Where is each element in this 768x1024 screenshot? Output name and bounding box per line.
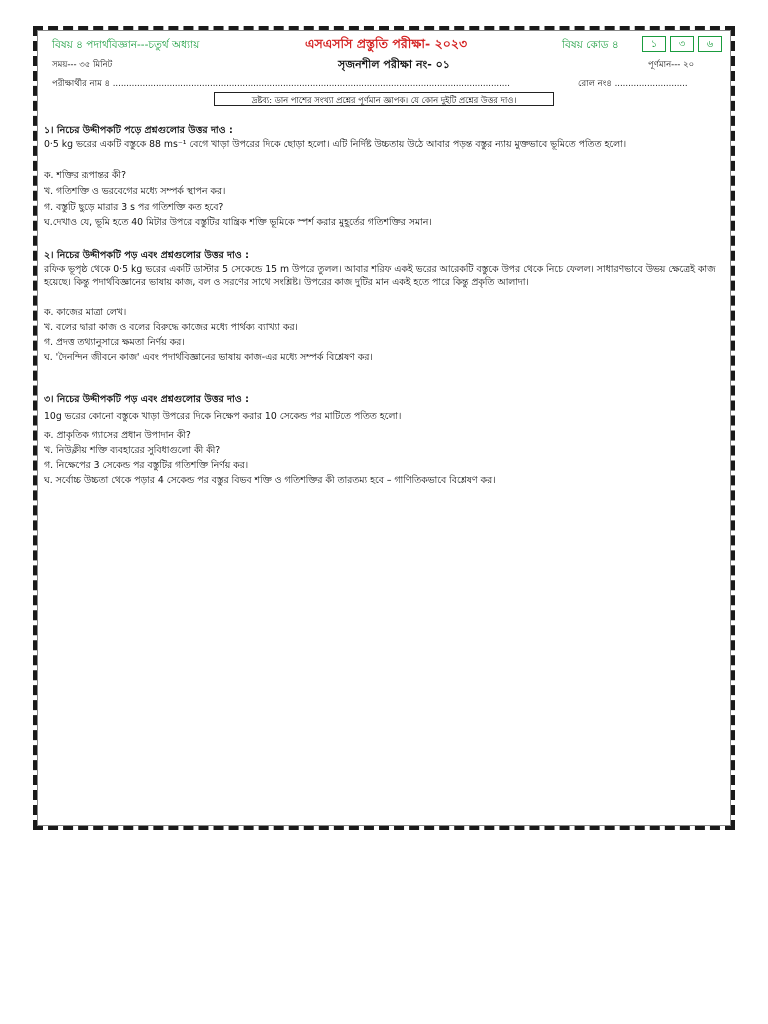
question-1-stem: 0·5 kg ভরের একটি বস্তুকে 88 ms⁻¹ বেগে খাড়া উপরের দিকে ছোড়া হলো। এটি নির্দিষ্ট উচ্চতায় উঠে আবার পড়ন্ত বস্তুর ন্যায় মুক্তভাবে ভূমিতে পতিত হলো।	[44, 139, 627, 150]
instruction-note: দ্রষ্টব্য: ডান পাশের সংখ্যা প্রশ্নের পূর্ণমান জ্ঞাপক। যে কোন দুইটি প্রশ্নের উত্তর দাও।	[214, 92, 554, 106]
question-2-part-kha: খ. বলের দ্বারা কাজ ও বলের বিরুদ্ধে কাজের মধ্যে পার্থক্য ব্যাখ্যা কর।	[44, 322, 298, 333]
question-3-heading: ৩। নিচের উদ্দীপকটি পড় এবং প্রশ্নগুলোর উত্তর দাও :	[44, 394, 249, 405]
question-2-part-ka: ক. কাজের মাত্রা লেখ।	[44, 307, 127, 318]
question-3-part-ka: ক. প্রাকৃতিক গ্যাসের প্রধান উপাদান কী?	[44, 430, 191, 441]
question-1-part-gha: ঘ.দেখাও যে, ভূমি হতে 40 মিটার উপরে বস্তুটির যান্ত্রিক শক্তি ভূমিকে স্পর্শ করার মুহূর্তের গতিশক্তির সমান।	[44, 217, 432, 228]
question-2-heading: ২। নিচের উদ্দীপকটি পড় এবং প্রশ্নগুলোর উত্তর দাও :	[44, 250, 249, 261]
question-2-part-gha: ঘ. 'দৈনন্দিন জীবনে কাজ' এবং পদার্থবিজ্ঞানের ভাষায় কাজ-এর মধ্যে সম্পর্ক বিশ্লেষণ কর।	[44, 352, 373, 363]
exam-time: সময়--- ৩৫ মিনিট	[52, 60, 113, 70]
subject-code-digit-3: ৬	[698, 36, 722, 52]
question-1-heading: ১। নিচের উদ্দীপকটি পড়ে প্রশ্নগুলোর উত্তর দাও :	[44, 125, 233, 136]
question-2-part-ga: গ. প্রদত্ত তথ্যানুসারে ক্ষমতা নির্ণয় কর।	[44, 337, 185, 348]
question-3-part-ga: গ. নিক্ষেপের 3 সেকেন্ড পর বস্তুটির গতিশক্তি নির্ণয় কর।	[44, 460, 249, 471]
question-1-part-kha: খ. গতিশক্তি ও ভরবেগের মধ্যে সম্পর্ক স্থাপন কর।	[44, 186, 226, 197]
subject-label: বিষয় ৪ পদার্থবিজ্ঞান---চতুর্থ অধ্যায়	[52, 39, 200, 51]
roll-number-field: রোল নং৪ ...........................	[578, 79, 688, 89]
subject-code-label: বিষয় কোড ৪	[562, 39, 619, 51]
exam-title: এসএসসি প্রস্তুতি পরীক্ষা- ২০২৩	[305, 36, 468, 51]
full-marks: পূর্ণমান--- ২০	[648, 60, 695, 70]
question-3-part-kha: খ. নিউক্লীয় শক্তি ব্যবহারের সুবিধাগুলো কী কী?	[44, 445, 221, 456]
question-2-stem: রফিক ভূপৃষ্ঠ থেকে 0·5 kg ভরের একটি ডাস্টার 5 সেকেন্ডে 15 m উপরে তুলল। আবার শরিফ একই ভরের আরেকটি বস্তুকে উপর থেকে নিচে ফেলল। সাধারণভাবে উভয় ক্ষেত্রেই কাজ হয়েছে। কিন্তু পদার্থবিজ্ঞানের ভাষায় কাজ, বল ও সরণের সাথে সংশ্লিষ্ট। উপরের কাজ দুটির মান একই হতে পারে কিন্তু প্রকৃতি আলাদা।	[44, 264, 716, 288]
subject-code-digit-2: ৩	[670, 36, 694, 52]
question-1-part-ka: ক. শক্তির রূপান্তর কী?	[44, 170, 127, 181]
subject-code-digit-1: ১	[642, 36, 666, 52]
examinee-name-field: পরীক্ষার্থীর নাম ৪ ...................................................................................................................................................	[52, 79, 510, 89]
question-3-stem: 10g ভরের কোনো বস্তুকে খাড়া উপরের দিকে নিক্ষেপ করার 10 সেকেন্ড পর মাটিতে পতিত হলো।	[44, 411, 402, 422]
question-1-part-ga: গ. বস্তুটি ছুড়ে মারার 3 s পর গতিশক্তি কত হবে?	[44, 202, 224, 213]
question-3-part-gha: ঘ. সর্বোচ্চ উচ্চতা থেকে পড়ার 4 সেকেন্ড পর বস্তুর বিভব শক্তি ও গতিশক্তির কী তারতম্য হবে – গাণিতিকভাবে বিশ্লেষণ কর।	[44, 475, 496, 486]
test-name: সৃজনশীল পরীক্ষা নং- ০১	[338, 58, 450, 71]
